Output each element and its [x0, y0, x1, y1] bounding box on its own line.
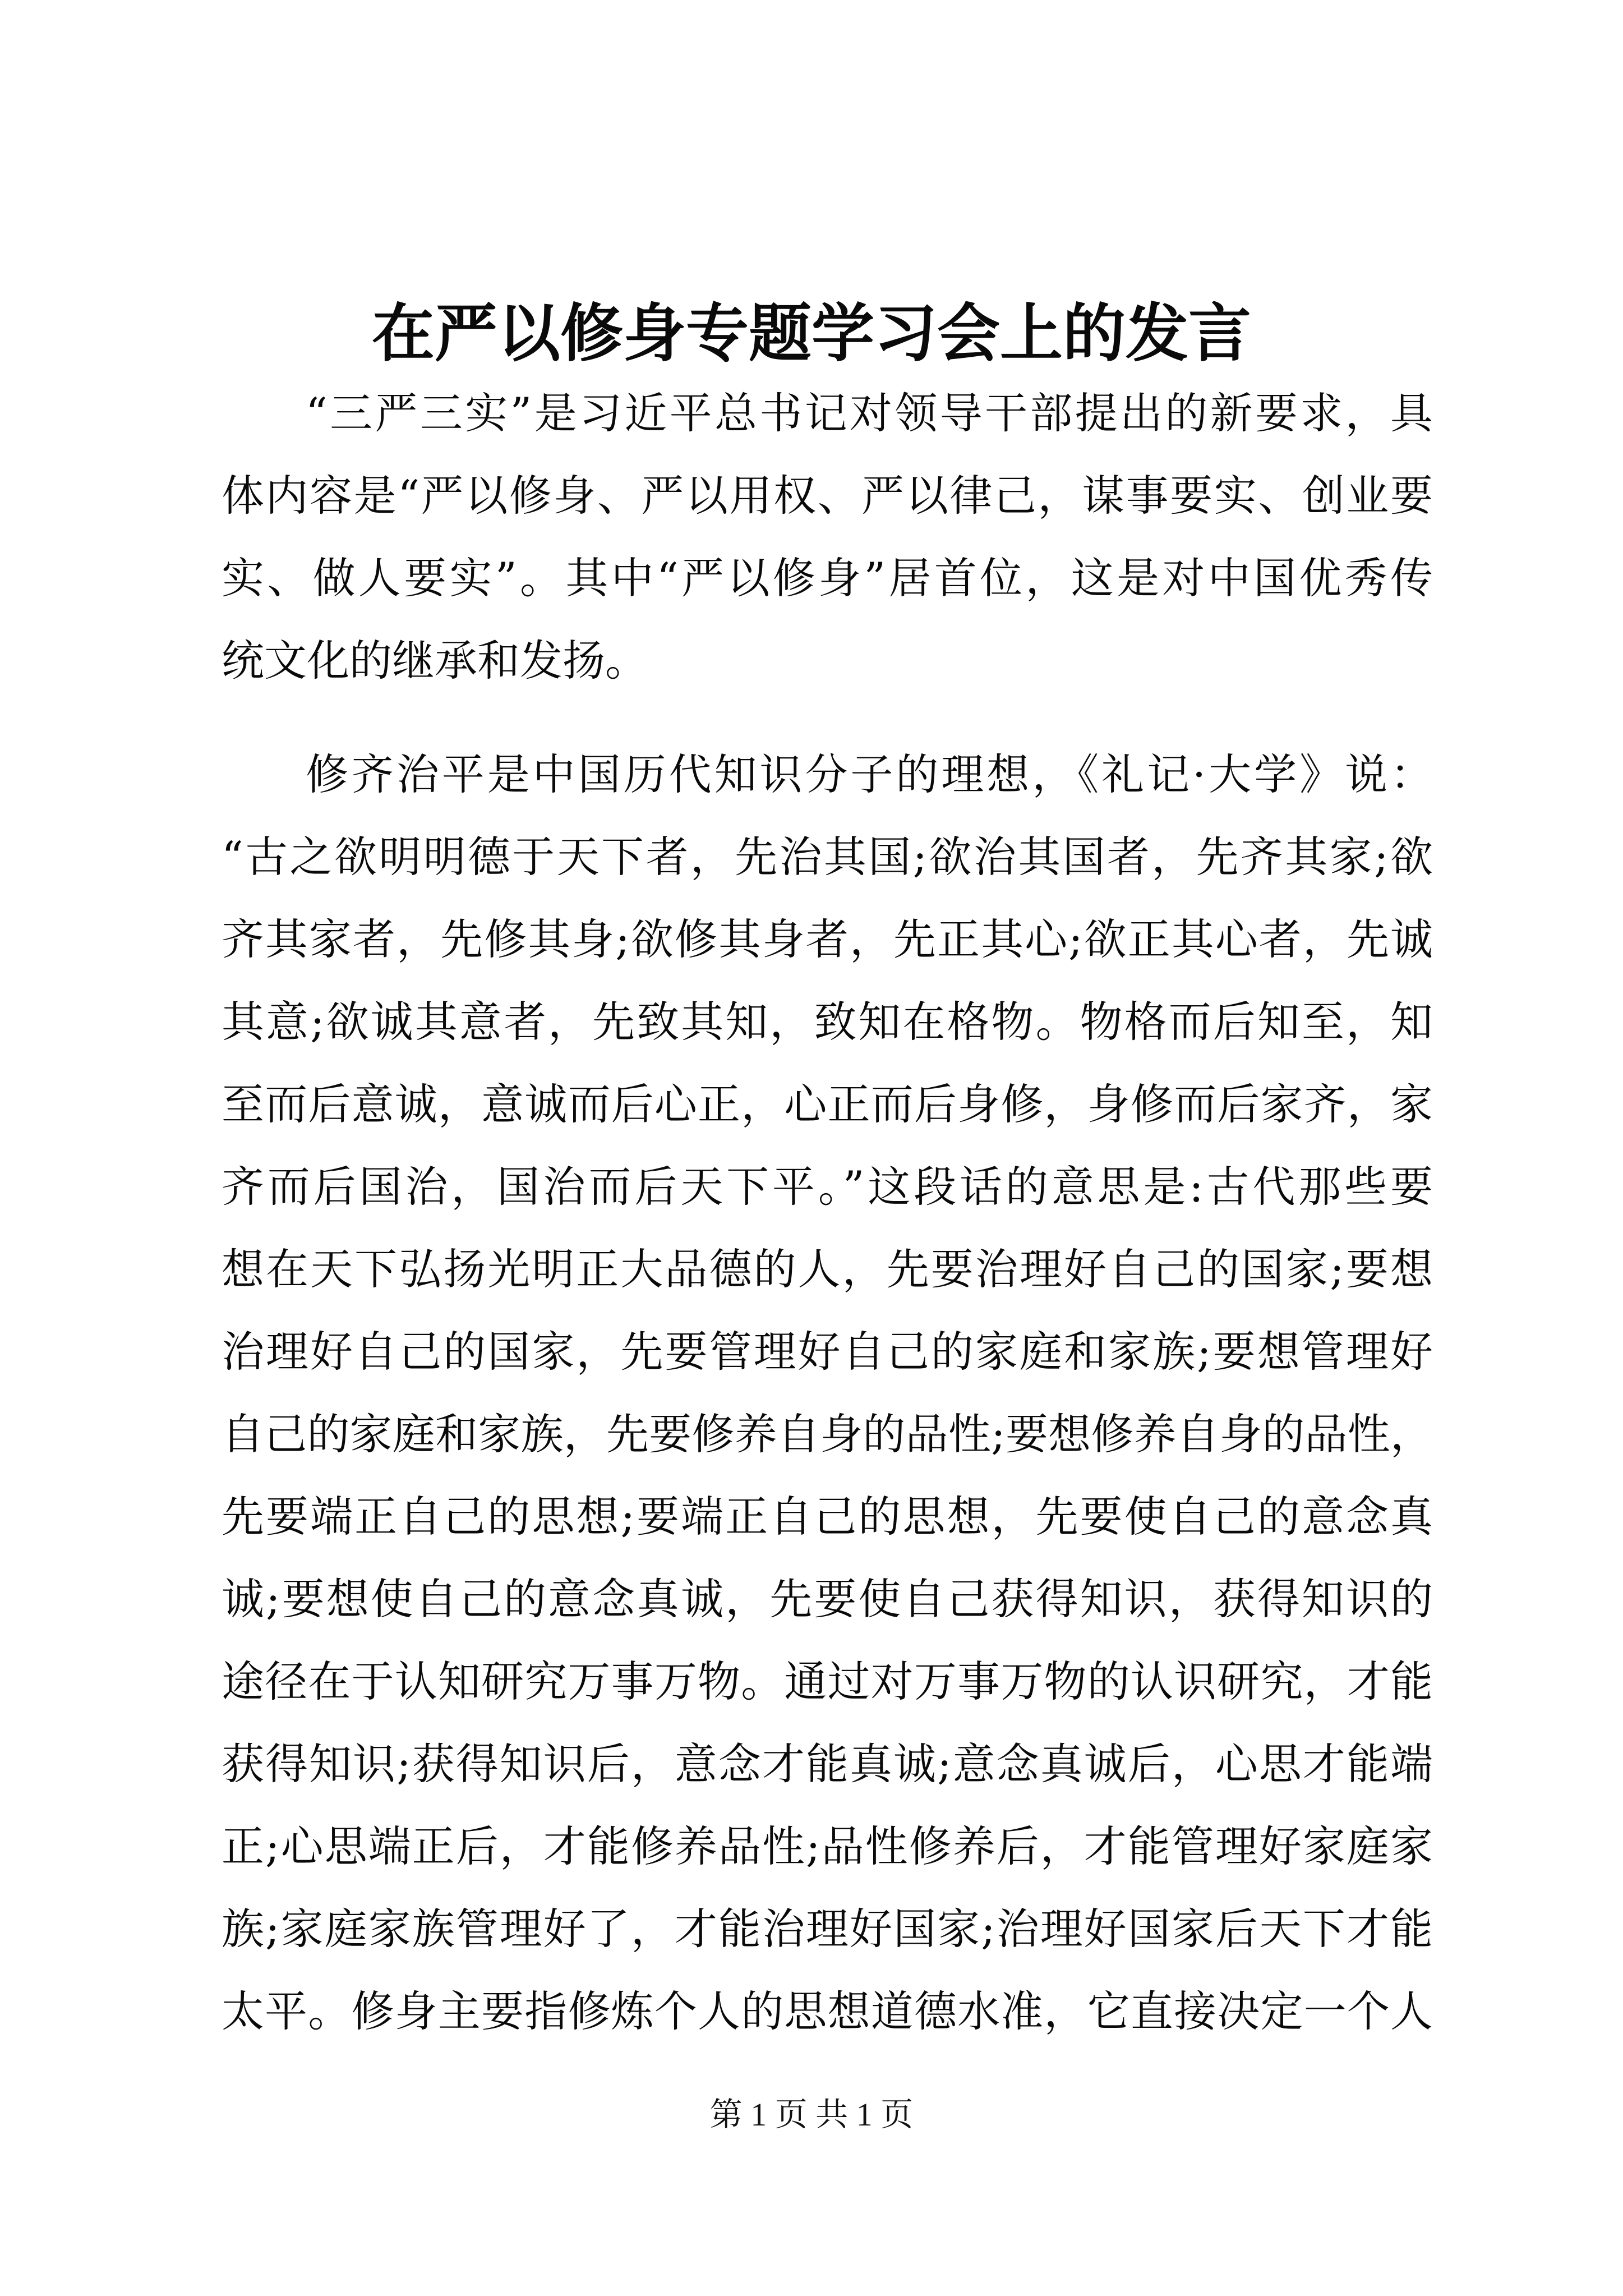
page-title: 在严以修身专题学习会上的发言: [372, 297, 1251, 370]
paragraph-2-line-4: 其意;欲诚其意者，先致其知，致知在格物。物格而后知至，知: [222, 997, 1433, 1047]
paragraph-2-line-11: 诚;要想使自己的意念真诚，先要使自己获得知识，获得知识的: [222, 1574, 1433, 1624]
paragraph-2-line-12: 途径在于认知研究万事万物。通过对万事万物的认识研究，才能: [222, 1657, 1433, 1706]
paragraph-2-line-8: 治理好自己的国家，先要管理好自己的家庭和家族;要想管理好: [222, 1327, 1433, 1377]
paragraph-2-line-9: 自己的家庭和家族，先要修养自身的品性;要想修养自身的品性，: [222, 1409, 1433, 1459]
paragraph-2-line-7: 想在天下弘扬光明正大品德的人，先要治理好自己的国家;要想: [222, 1244, 1433, 1294]
paragraph-2-line-3: 齐其家者，先修其身;欲修其身者，先正其心;欲正其心者，先诚: [222, 914, 1433, 964]
paragraph-2-line-5: 至而后意诚，意诚而后心正，心正而后身修，身修而后家齐，家: [222, 1079, 1433, 1129]
paragraph-2-line-6: 齐而后国治，国治而后天下平。”这段话的意思是:古代那些要: [222, 1162, 1433, 1212]
paragraph-2-line-1: 修齐治平是中国历代知识分子的理想，《礼记·大学》说：: [306, 749, 1433, 799]
paragraph-2-line-13: 获得知识;获得知识后，意念才能真诚;意念真诚后，心思才能端: [222, 1739, 1433, 1789]
paragraph-2-line-2: “古之欲明明德于天下者，先治其国;欲治其国者，先齐其家;欲: [222, 832, 1433, 882]
paragraph-1-line-4: 统文化的继承和发扬。: [222, 636, 648, 685]
paragraph-2-line-15: 族;家庭家族管理好了，才能治理好国家;治理好国家后天下才能: [222, 1904, 1433, 1954]
page-footer: 第 1 页 共 1 页: [709, 2096, 914, 2133]
paragraph-2-line-16: 太平。修身主要指修炼个人的思想道德水准，它直接决定一个人: [222, 1986, 1433, 2036]
paragraph-2-line-14: 正;心思端正后，才能修养品性;品性修养后，才能管理好家庭家: [222, 1821, 1433, 1871]
paragraph-2-line-10: 先要端正自己的思想;要端正自己的思想，先要使自己的意念真: [222, 1492, 1433, 1542]
paragraph-1-line-1: “三严三实”是习近平总书记对领导干部提出的新要求，具: [306, 388, 1433, 438]
paragraph-1-line-2: 体内容是“严以修身、严以用权、严以律己，谋事要实、创业要: [222, 471, 1433, 521]
paragraph-1-line-3: 实、做人要实”。其中“严以修身”居首位，这是对中国优秀传: [222, 553, 1433, 603]
